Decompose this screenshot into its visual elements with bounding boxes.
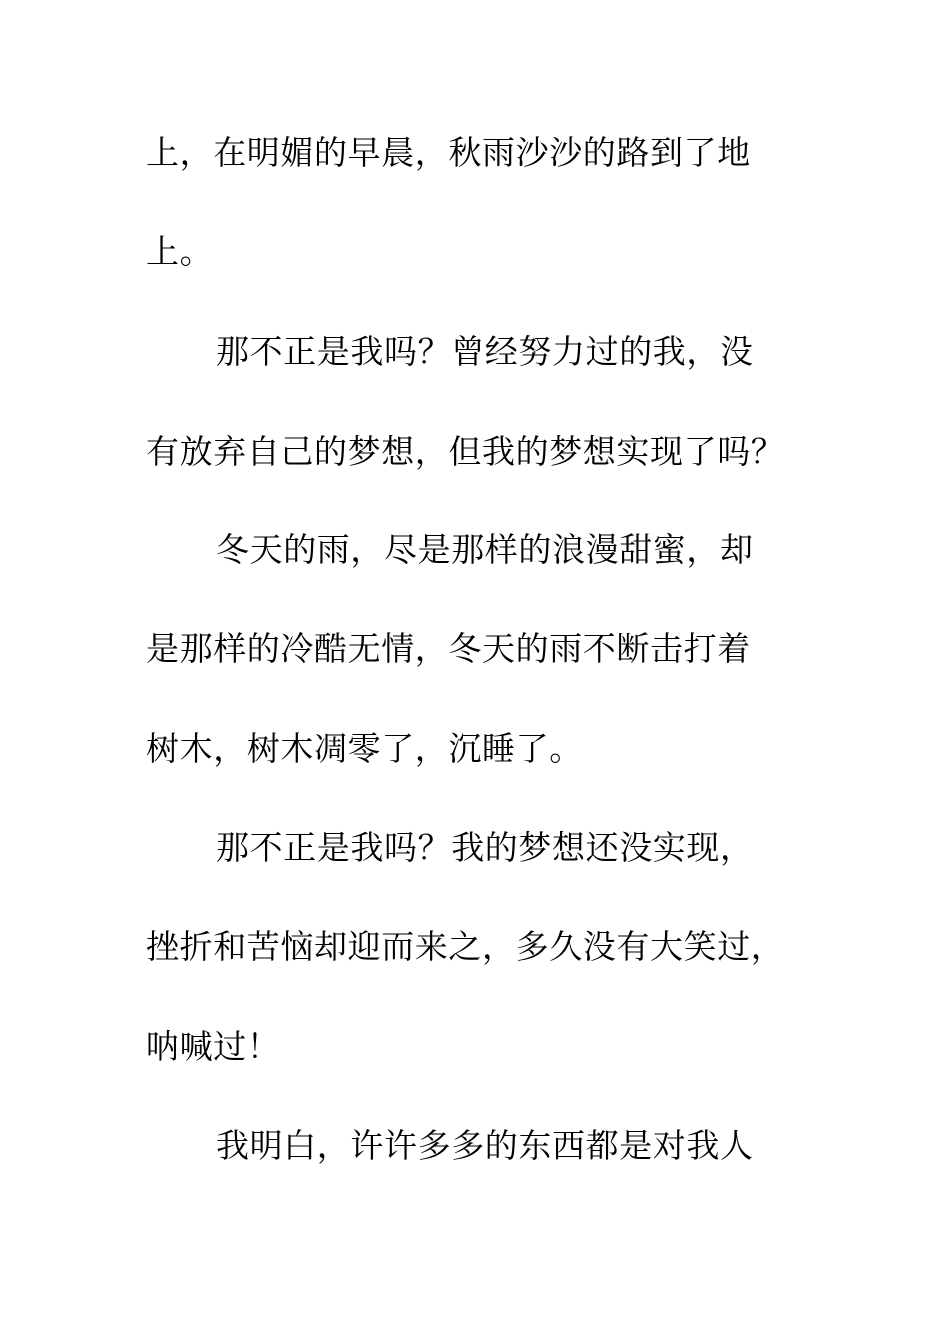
paragraph-first-line: 那不正是我吗？曾经努力过的我，没 xyxy=(216,332,754,371)
text-line: 上。 xyxy=(146,232,214,271)
text-line: 有放弃自己的梦想，但我的梦想实现了吗？ xyxy=(146,432,785,471)
text-line: 呐喊过！ xyxy=(146,1027,281,1066)
paragraph-first-line: 那不正是我吗？我的梦想还没实现， xyxy=(216,828,754,867)
text-line: 树木，树木凋零了，沉睡了。 xyxy=(146,729,583,768)
paragraph-first-line: 冬天的雨，尽是那样的浪漫甜蜜，却 xyxy=(216,530,754,569)
text-line: 是那样的冷酷无情，冬天的雨不断击打着 xyxy=(146,629,751,668)
text-line: 挫折和苦恼却迎而来之，多久没有大笑过， xyxy=(146,927,785,966)
text-line: 上，在明媚的早晨，秋雨沙沙的路到了地 xyxy=(146,133,751,172)
paragraph-first-line: 我明白，许许多多的东西都是对我人 xyxy=(216,1126,754,1165)
